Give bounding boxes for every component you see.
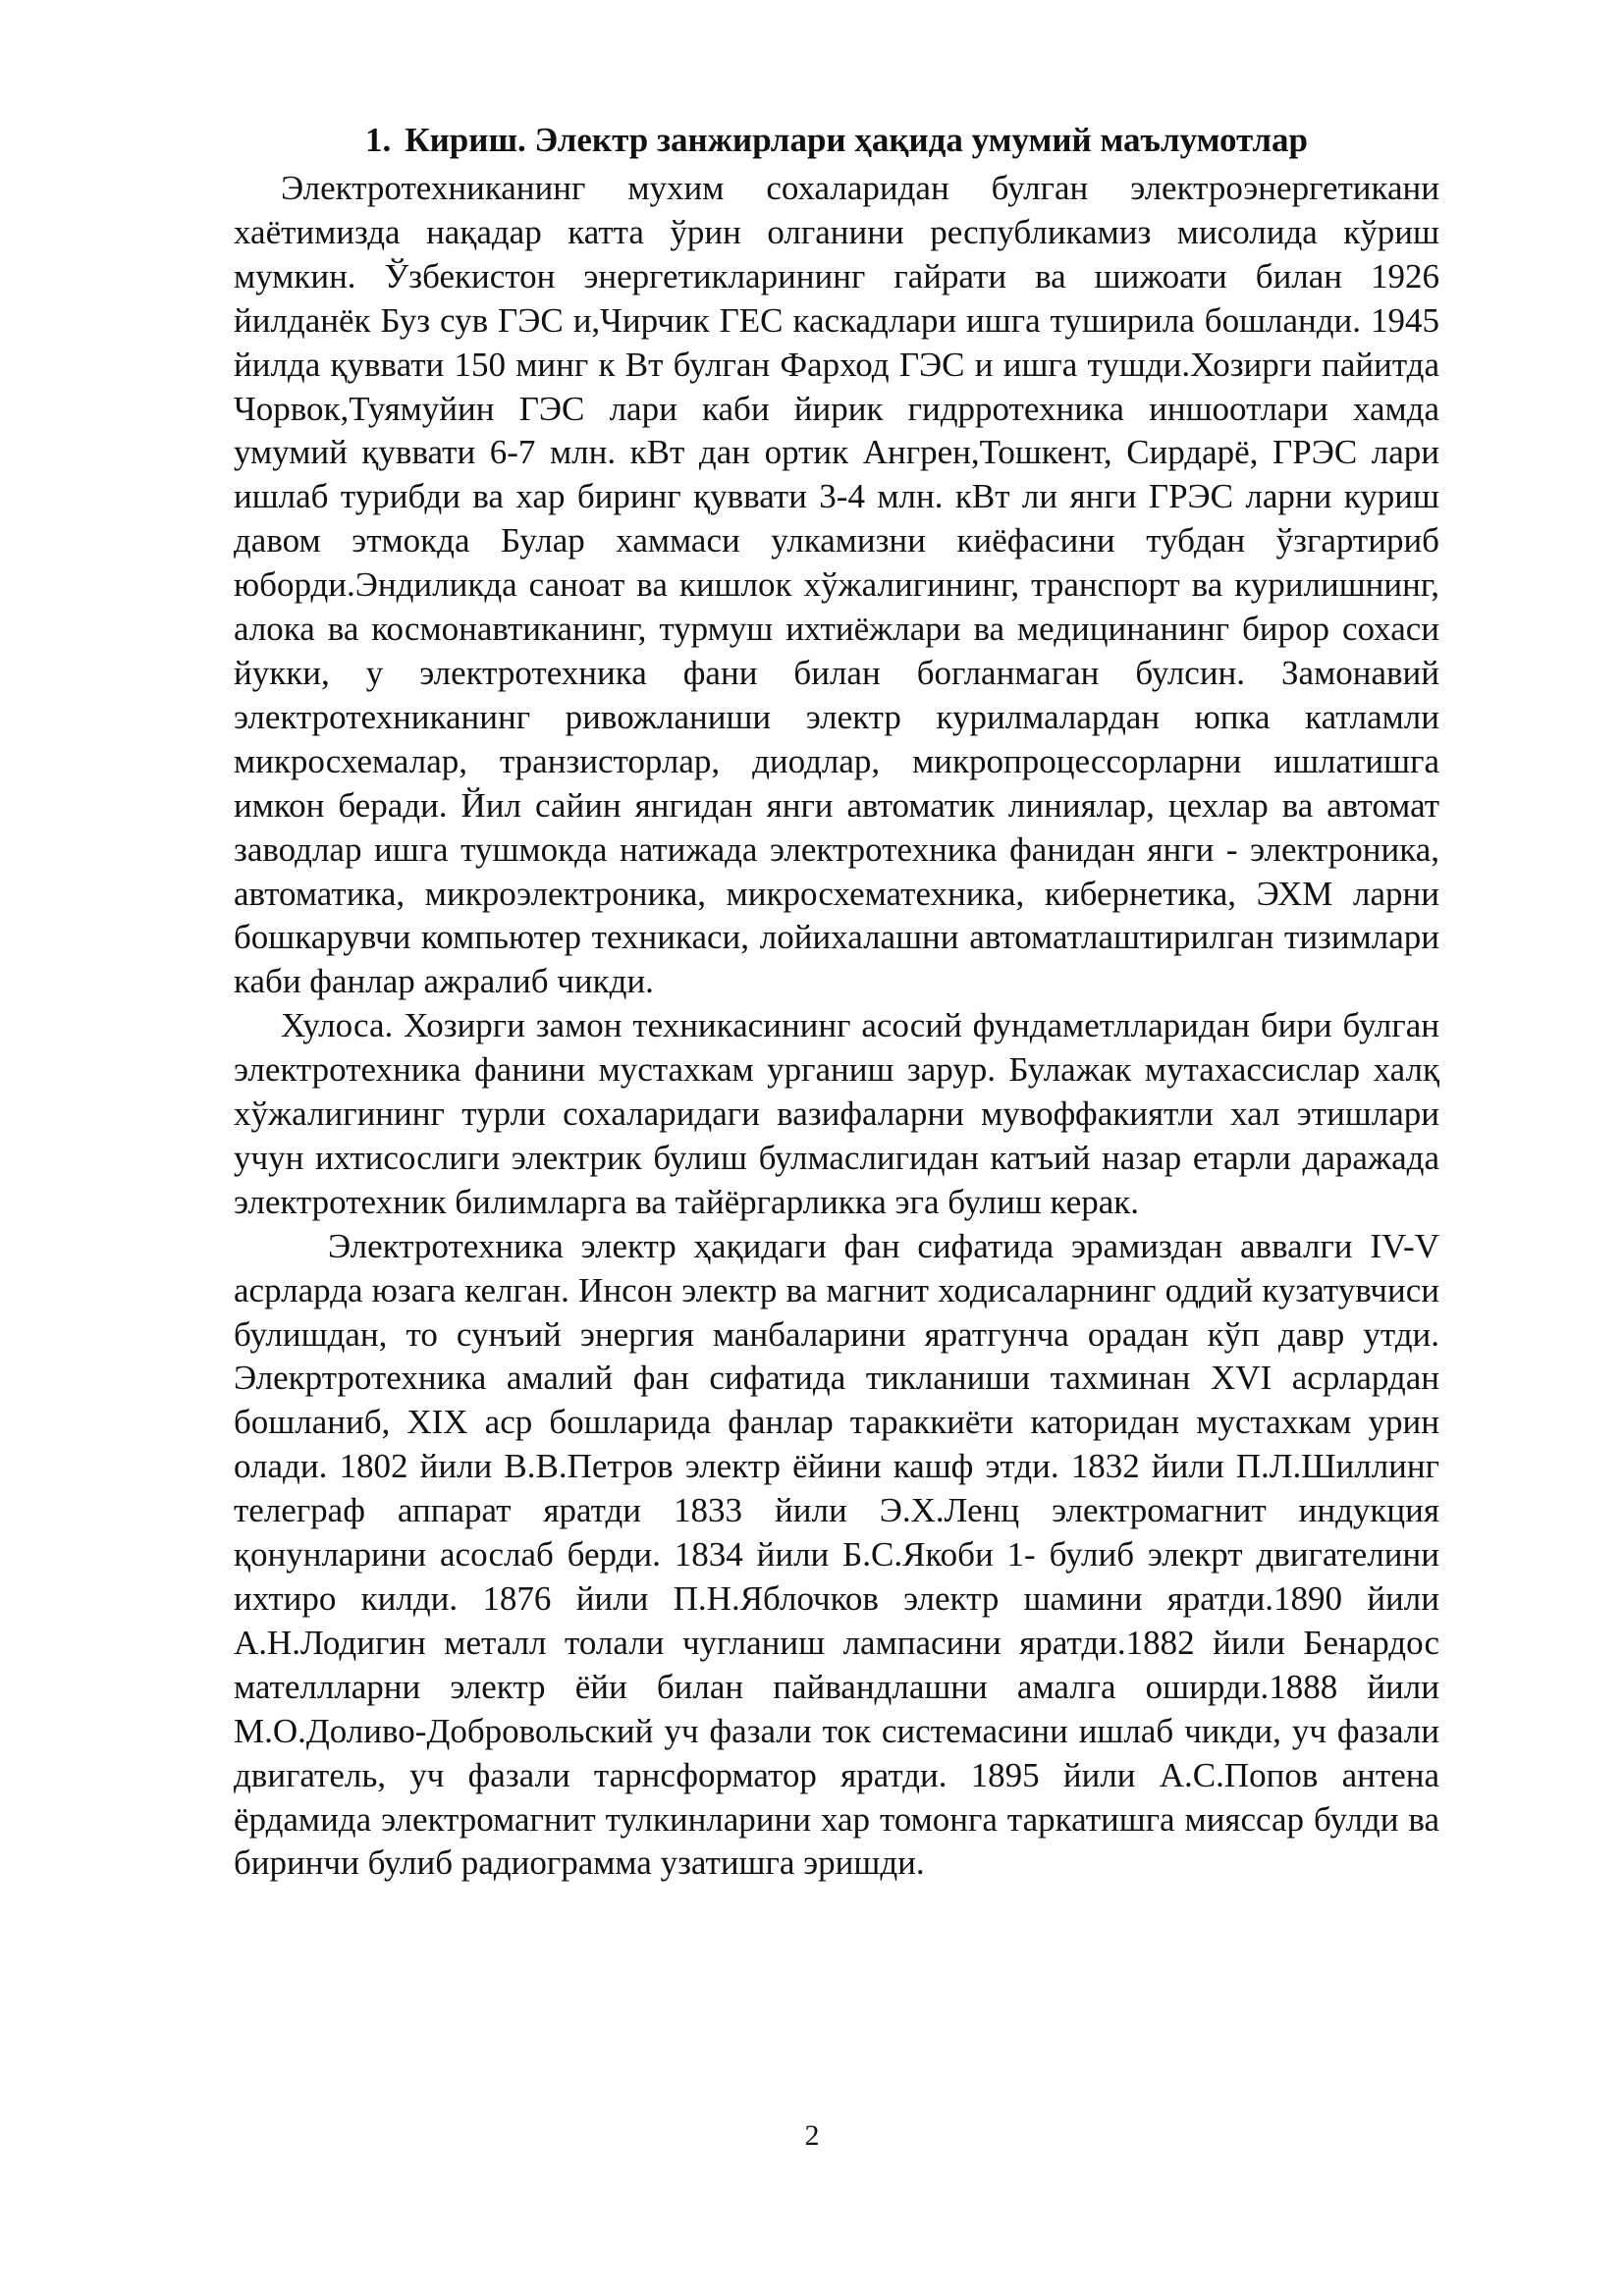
paragraph-introduction: Электротехниканинг мухим сохаларидан булган электроэнергетикани хаётимизда нақадар катта ўрин олганини республикамиз мисолида кўриш мумкин. Ўзбекистон энергетикларининг гайрати ва шижоати билан 1926 йилданёк Буз сув ГЭС и,Чирчик ГЕС каскадлари ишга туширила бошланди. 1945 йилда қуввати 150 минг к Вт булган Фарход ГЭС и ишга тушди.Хозирги пайитда Чорвок,Туямуйин ГЭС лари каби йирик гидрротехника иншоотлари хамда умумий қуввати 6-7 млн. кВт дан ортик Ангрен,Тошкент, Сирдарё, ГРЭС лари ишлаб турибди ва хар биринг қуввати 3-4 млн. кВт ли янги ГРЭС ларни куриш давом этмокда Булар хаммаси улкамизни киёфасини тубдан ўзгартириб юборди.Эндиликда саноат ва кишлок хўжалигининг, транспорт ва курилишнинг, алока ва космонавтиканинг, турмуш ихтиёжлари ва медицинанинг бирор сохаси йукки, у электротехника фани билан богланмаган булсин. Замонавий электротехниканинг ривожланиши электр курилмалардан юпка катламли микросхемалар, транзисторлар, диодлар, микропроцессорларни ишлатишга имкон беради. Йил сайин янгидан янги автоматик линиялар, цехлар ва автомат заводлар ишга тушмокда натижада электротехника фанидан янги - электроника, автоматика, микроэлектроника, микросхематехника, кибернетика, ЭХМ ларни бошкарувчи компьютер техникаси, лойихалашни автоматлаштирилган тизимлари каби фанлар ажралиб чикди. (234, 169, 1439, 1001)
section-number: 1. (365, 121, 392, 159)
paragraph-history: Электротехника электр ҳақидаги фан сифатида эрамиздан аввалги IV-V асрларда юзага келган. Инсон электр ва магнит ходисаларнинг оддий кузатувчиси булишдан, то сунъий энергия манбаларини яратгунча орадан кўп давр утди. Элекртротехника амалий фан сифатида тикланиши тахминан XVI асрлардан бошланиб, XIX аср бошларида фанлар тараккиёти каторидан мустахкам урин олади. 1802 йили В.В.Петров электр ёйини кашф этди. 1832 йили П.Л.Шиллинг телеграф аппарат яратди 1833 йили Э.Х.Ленц электромагнит индукция қонунларини асослаб берди. 1834 йили Б.С.Якоби 1- булиб элекрт двигателини ихтиро килди. 1876 йили П.Н.Яблочков электр шамини яратди.1890 йили А.Н.Лодигин металл толали чугланиш лампасини яратди.1882 йили Бенардос мателлларни электр ёйи билан пайвандлашни амалга оширди.1888 йили М.О.Доливо-Добровольский уч фазали ток системасини ишлаб чикди, уч фазали двигатель, уч фазали тарнсформатор яратди. 1895 йили А.С.Попов антена ёрдамида электромагнит тулкинларини хар томонга таркатишга мияссар булди ва биринчи булиб радиограмма узатишга эришди. (234, 1226, 1439, 1883)
section-title: Кириш. Электр занжирлари ҳақида умумий маълумотлар (405, 121, 1308, 159)
page-number: 2 (804, 2119, 820, 2152)
section-heading (234, 116, 1439, 165)
paragraph-conclusion: Хулоса. Хозирги замон техникасининг асосий фундаметлларидан бири булган электротехника фанини мустахкам урганиш зарур. Булажак мутахассислар халқ хўжалигининг турли сохаларидаги вазифаларни мувоффакиятли хал этишлари учун ихтисослиги электрик булиш булмаслигидан катъий назар етарли даражада электротехник билимларга ва тайёргарликка эга булиш керак. (234, 1006, 1439, 1221)
page-content (234, 116, 1439, 1886)
